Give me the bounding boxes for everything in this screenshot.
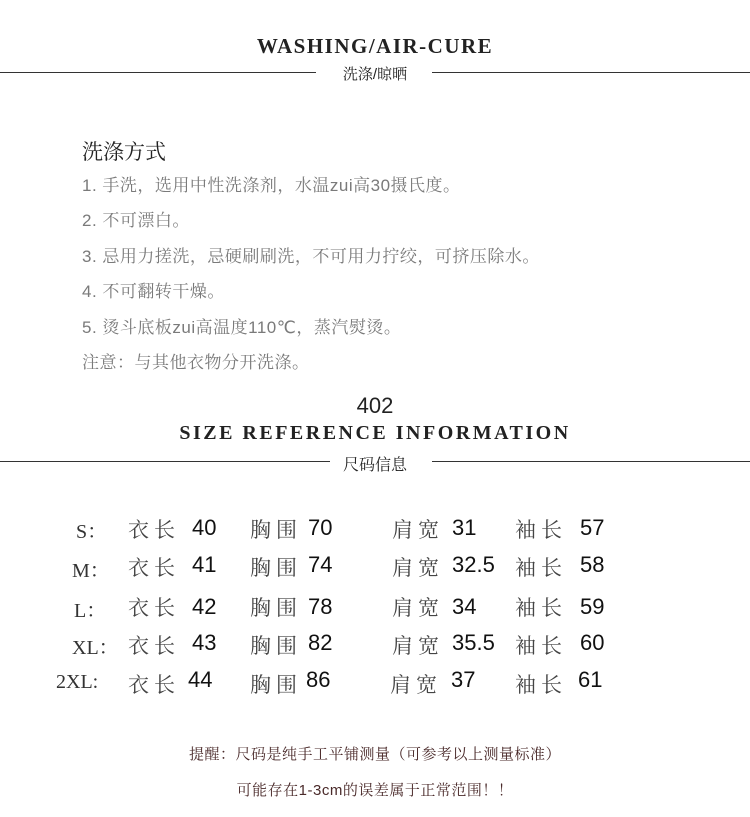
washing-item: 2. 不可漂白。 [82, 211, 190, 230]
size-label: S： [76, 521, 108, 543]
chest-value: 78 [308, 594, 333, 619]
sleeve-value: 59 [580, 594, 605, 619]
chest-label: 胸围 [250, 634, 302, 658]
length-value: 40 [192, 515, 217, 540]
shoulder-value: 37 [451, 667, 476, 692]
sleeve-value: 58 [580, 552, 605, 577]
measurement-reminder: 提醒：尺码是纯手工平铺测量（可参考以上测量标准） [188, 746, 561, 763]
shoulder-label: 肩宽 [392, 596, 444, 620]
chest-value: 70 [308, 515, 333, 540]
sleeve-value: 61 [578, 667, 603, 692]
sleeve-value: 60 [580, 630, 605, 655]
sleeve-label: 袖长 [515, 518, 567, 542]
chest-value: 86 [306, 667, 331, 692]
washing-heading-chinese: 洗涤/晾晒 [342, 66, 408, 83]
sleeve-value: 57 [580, 515, 605, 540]
length-value: 41 [192, 552, 217, 577]
sleeve-label: 袖长 [515, 634, 567, 658]
size-label: L： [74, 600, 107, 622]
shoulder-label: 肩宽 [392, 556, 444, 580]
shoulder-label: 肩宽 [392, 634, 444, 658]
shoulder-value: 32.5 [452, 552, 495, 577]
chest-value: 82 [308, 630, 333, 655]
product-code: 402 [356, 393, 394, 418]
chest-label: 胸围 [250, 596, 302, 620]
length-label: 衣长 [128, 673, 180, 697]
shoulder-value: 34 [452, 594, 477, 619]
sleeve-label: 袖长 [515, 673, 567, 697]
length-label: 衣长 [128, 556, 180, 580]
shoulder-value: 31 [452, 515, 477, 540]
chest-label: 胸围 [250, 673, 302, 697]
length-value: 42 [192, 594, 217, 619]
washing-item: 1. 手洗，选用中性洗涤剂，水温zui高30摄氏度。 [82, 176, 461, 195]
length-value: 44 [188, 667, 213, 692]
sleeve-label: 袖长 [515, 556, 567, 580]
size-label: M： [72, 560, 110, 582]
measurement-tolerance-note: 可能存在1-3cm的误差属于正常范围！！ [236, 782, 514, 799]
sleeve-label: 袖长 [515, 596, 567, 620]
washing-item: 5. 烫斗底板zui高温度110℃，蒸汽熨烫。 [82, 318, 402, 337]
shoulder-label: 肩宽 [392, 518, 444, 542]
chest-label: 胸围 [250, 556, 302, 580]
length-value: 43 [192, 630, 217, 655]
shoulder-value: 35.5 [452, 630, 495, 655]
washing-caution: 注意：与其他衣物分开洗涤。 [82, 353, 310, 372]
washing-heading-english: WASHING/AIR-CURE [256, 34, 494, 58]
washing-item: 3. 忌用力搓洗，忌硬刷刷洗，不可用力拧绞，可挤压除水。 [82, 247, 540, 266]
chest-label: 胸围 [250, 518, 302, 542]
length-label: 衣长 [128, 518, 180, 542]
washing-item: 4. 不可翻转干燥。 [82, 282, 225, 301]
size-heading-chinese: 尺码信息 [342, 457, 407, 474]
washing-method-title: 洗涤方式 [82, 141, 166, 164]
size-label: 2XL: [56, 671, 99, 693]
size-heading-english: SIZE REFERENCE INFORMATION [179, 422, 571, 444]
size-label: XL： [72, 637, 119, 659]
length-label: 衣长 [128, 596, 180, 620]
shoulder-label: 肩宽 [390, 673, 442, 697]
chest-value: 74 [308, 552, 333, 577]
length-label: 衣长 [128, 634, 180, 658]
